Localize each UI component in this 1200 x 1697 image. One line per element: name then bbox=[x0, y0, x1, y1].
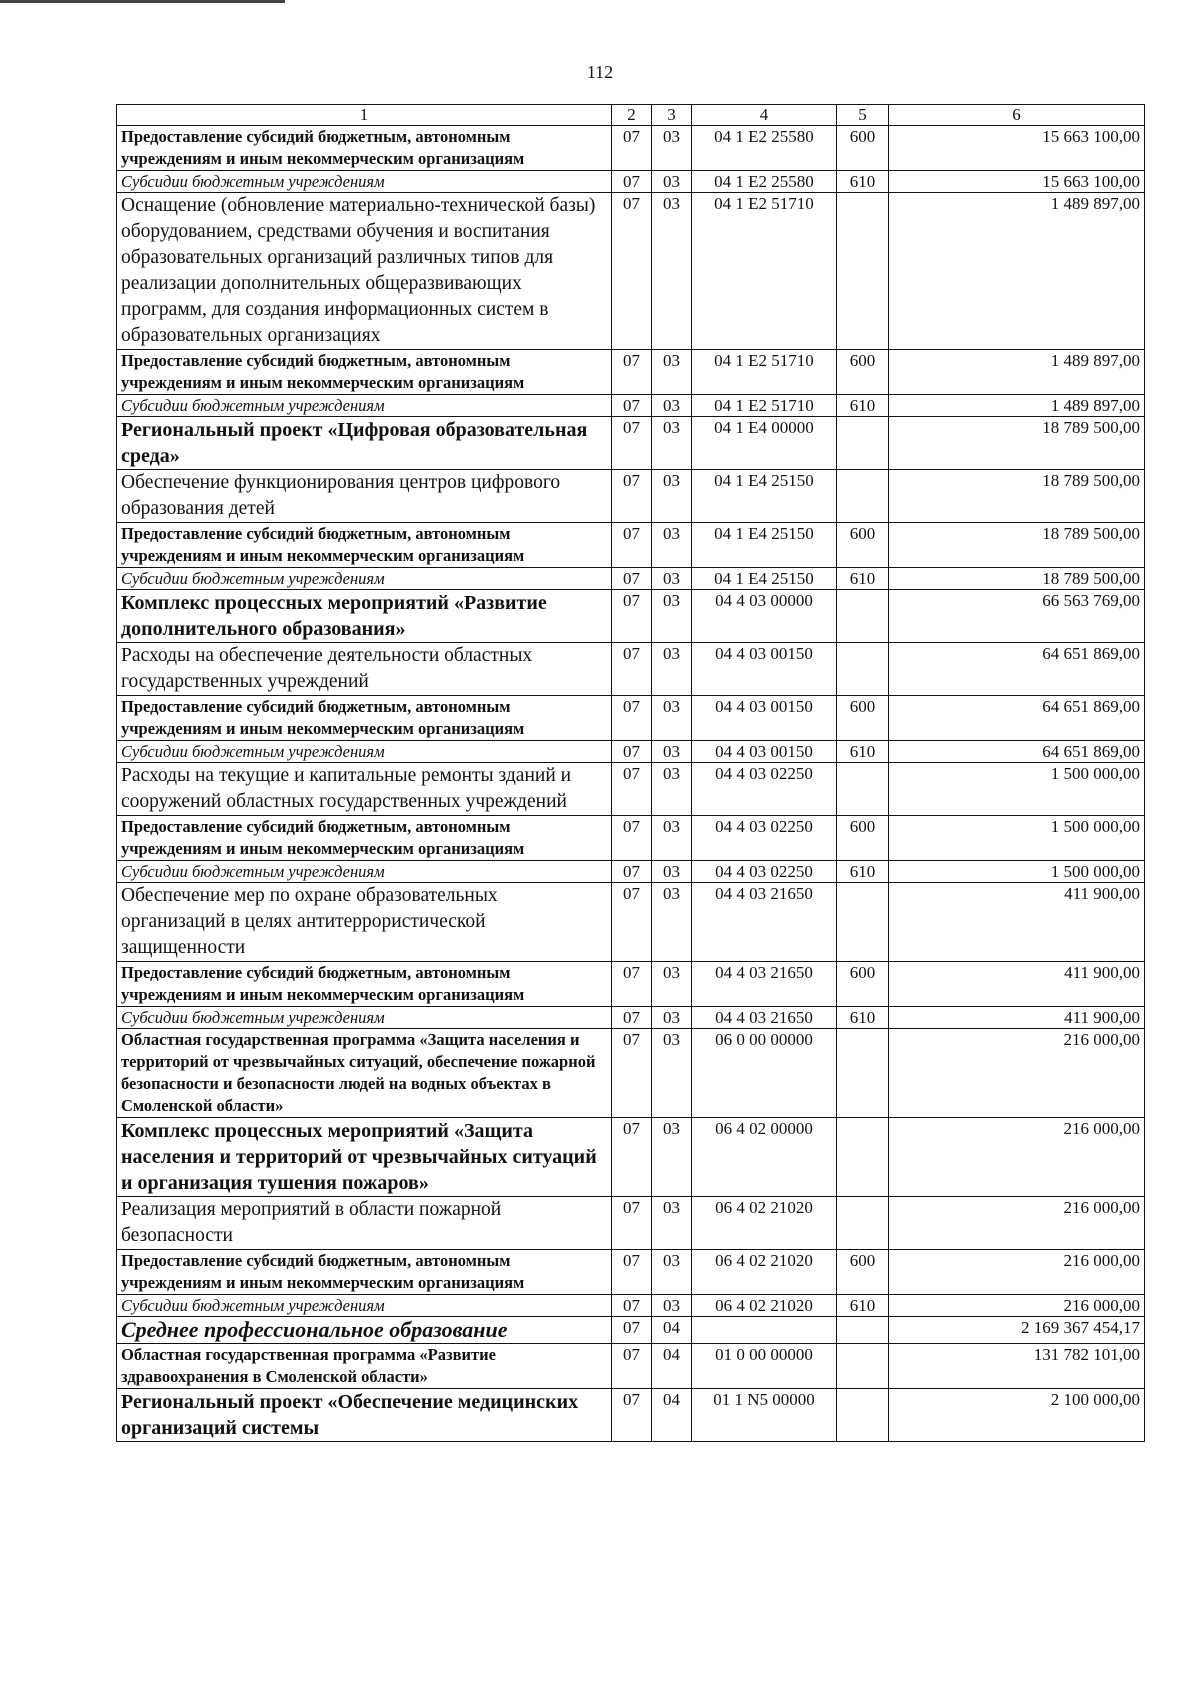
row-target-article-cell: 04 1 E4 25150 bbox=[692, 470, 837, 523]
row-subsection-cell: 03 bbox=[652, 523, 692, 568]
row-target-article-cell: 04 4 03 00150 bbox=[692, 643, 837, 696]
row-amount-cell: 18 789 500,00 bbox=[889, 417, 1145, 470]
row-description-cell: Оснащение (обновление материально-технической базы) оборудованием, средствами обучения и воспитания образовательных организаций различных типов для реализации дополнительных общеразвивающих программ, для создания информационных систем в образовательных организациях bbox=[117, 193, 612, 350]
row-section-cell: 07 bbox=[612, 1389, 652, 1442]
row-subsection-cell: 03 bbox=[652, 417, 692, 470]
row-expense-type-cell: 610 bbox=[837, 395, 889, 417]
row-expense-type-cell bbox=[837, 763, 889, 816]
row-expense-type-cell: 610 bbox=[837, 861, 889, 883]
row-amount-cell: 2 169 367 454,17 bbox=[889, 1317, 1145, 1344]
row-section-cell: 07 bbox=[612, 816, 652, 861]
table-row bbox=[117, 395, 1145, 417]
table-row bbox=[117, 193, 1145, 350]
top-border-line bbox=[0, 0, 285, 3]
row-subsection-cell: 03 bbox=[652, 1197, 692, 1250]
table-row bbox=[117, 1007, 1145, 1029]
row-section-cell: 07 bbox=[612, 962, 652, 1007]
table-row bbox=[117, 696, 1145, 741]
row-description-cell: Региональный проект «Цифровая образовательная среда» bbox=[117, 417, 612, 470]
row-section-cell: 07 bbox=[612, 763, 652, 816]
row-amount-cell: 18 789 500,00 bbox=[889, 470, 1145, 523]
row-expense-type-cell: 600 bbox=[837, 126, 889, 171]
row-expense-type-cell bbox=[837, 470, 889, 523]
row-description-cell: Субсидии бюджетным учреждениям bbox=[117, 1007, 612, 1029]
budget-table-body bbox=[117, 105, 1145, 1442]
row-amount-cell: 64 651 869,00 bbox=[889, 741, 1145, 763]
row-target-article-cell: 06 4 02 21020 bbox=[692, 1197, 837, 1250]
row-section-cell: 07 bbox=[612, 470, 652, 523]
table-row bbox=[117, 568, 1145, 590]
row-section-cell: 07 bbox=[612, 171, 652, 193]
row-subsection-cell: 03 bbox=[652, 470, 692, 523]
row-section-cell: 07 bbox=[612, 590, 652, 643]
row-subsection-cell: 03 bbox=[652, 696, 692, 741]
row-target-article-cell: 04 4 03 00150 bbox=[692, 741, 837, 763]
row-amount-cell: 216 000,00 bbox=[889, 1295, 1145, 1317]
row-amount-cell: 18 789 500,00 bbox=[889, 568, 1145, 590]
header-cell-4: 4 bbox=[692, 105, 837, 126]
row-subsection-cell: 04 bbox=[652, 1344, 692, 1389]
row-amount-cell: 216 000,00 bbox=[889, 1029, 1145, 1118]
row-amount-cell: 216 000,00 bbox=[889, 1197, 1145, 1250]
row-target-article-cell: 06 4 02 21020 bbox=[692, 1295, 837, 1317]
header-cell-3: 3 bbox=[652, 105, 692, 126]
row-target-article-cell: 01 1 N5 00000 bbox=[692, 1389, 837, 1442]
row-expense-type-cell bbox=[837, 1344, 889, 1389]
table-row bbox=[117, 523, 1145, 568]
row-subsection-cell: 03 bbox=[652, 1295, 692, 1317]
row-description-cell: Среднее профессиональное образование bbox=[117, 1317, 612, 1344]
row-description-cell: Предоставление субсидий бюджетным, автономным учреждениям и иным некоммерческим организациям bbox=[117, 350, 612, 395]
row-description-cell: Предоставление субсидий бюджетным, автономным учреждениям и иным некоммерческим организациям bbox=[117, 1250, 612, 1295]
table-row bbox=[117, 861, 1145, 883]
row-expense-type-cell bbox=[837, 1317, 889, 1344]
row-subsection-cell: 04 bbox=[652, 1389, 692, 1442]
row-section-cell: 07 bbox=[612, 1295, 652, 1317]
row-description-cell: Субсидии бюджетным учреждениям bbox=[117, 171, 612, 193]
row-expense-type-cell bbox=[837, 417, 889, 470]
row-target-article-cell: 04 4 03 00150 bbox=[692, 696, 837, 741]
row-subsection-cell: 03 bbox=[652, 395, 692, 417]
table-row bbox=[117, 1118, 1145, 1197]
header-cell-2: 2 bbox=[612, 105, 652, 126]
row-amount-cell: 1 489 897,00 bbox=[889, 193, 1145, 350]
row-target-article-cell: 06 4 02 21020 bbox=[692, 1250, 837, 1295]
row-section-cell: 07 bbox=[612, 883, 652, 962]
budget-table bbox=[116, 104, 1145, 1442]
row-amount-cell: 131 782 101,00 bbox=[889, 1344, 1145, 1389]
table-row bbox=[117, 816, 1145, 861]
row-description-cell: Реализация мероприятий в области пожарной безопасности bbox=[117, 1197, 612, 1250]
row-description-cell: Областная государственная программа «Защита населения и территорий от чрезвычайных ситуаций, обеспечение пожарной безопасности и безопасности людей на водных объектах в Смоленской области» bbox=[117, 1029, 612, 1118]
row-amount-cell: 66 563 769,00 bbox=[889, 590, 1145, 643]
row-target-article-cell: 04 1 E2 25580 bbox=[692, 171, 837, 193]
row-target-article-cell: 04 4 03 00000 bbox=[692, 590, 837, 643]
row-amount-cell: 64 651 869,00 bbox=[889, 696, 1145, 741]
row-target-article-cell: 04 4 03 02250 bbox=[692, 763, 837, 816]
row-amount-cell: 1 500 000,00 bbox=[889, 816, 1145, 861]
table-row bbox=[117, 883, 1145, 962]
row-description-cell: Предоставление субсидий бюджетным, автономным учреждениям и иным некоммерческим организациям bbox=[117, 816, 612, 861]
row-subsection-cell: 03 bbox=[652, 1250, 692, 1295]
row-expense-type-cell bbox=[837, 1197, 889, 1250]
row-target-article-cell: 04 1 E2 51710 bbox=[692, 350, 837, 395]
row-description-cell: Субсидии бюджетным учреждениям bbox=[117, 1295, 612, 1317]
row-expense-type-cell bbox=[837, 1029, 889, 1118]
row-section-cell: 07 bbox=[612, 861, 652, 883]
row-amount-cell: 411 900,00 bbox=[889, 883, 1145, 962]
row-description-cell: Региональный проект «Обеспечение медицинских организаций системы bbox=[117, 1389, 612, 1442]
row-target-article-cell: 04 1 E4 00000 bbox=[692, 417, 837, 470]
row-amount-cell: 2 100 000,00 bbox=[889, 1389, 1145, 1442]
row-description-cell: Обеспечение функционирования центров цифрового образования детей bbox=[117, 470, 612, 523]
row-amount-cell: 18 789 500,00 bbox=[889, 523, 1145, 568]
row-section-cell: 07 bbox=[612, 568, 652, 590]
row-description-cell: Предоставление субсидий бюджетным, автономным учреждениям и иным некоммерческим организациям bbox=[117, 962, 612, 1007]
row-subsection-cell: 03 bbox=[652, 1007, 692, 1029]
row-description-cell: Областная государственная программа «Развитие здравоохранения в Смоленской области» bbox=[117, 1344, 612, 1389]
row-amount-cell: 1 489 897,00 bbox=[889, 395, 1145, 417]
row-section-cell: 07 bbox=[612, 126, 652, 171]
row-target-article-cell: 06 4 02 00000 bbox=[692, 1118, 837, 1197]
table-row bbox=[117, 741, 1145, 763]
row-description-cell: Предоставление субсидий бюджетным, автономным учреждениям и иным некоммерческим организациям bbox=[117, 523, 612, 568]
header-row bbox=[117, 105, 1145, 126]
row-expense-type-cell: 600 bbox=[837, 1250, 889, 1295]
row-target-article-cell: 04 4 03 02250 bbox=[692, 861, 837, 883]
table-row bbox=[117, 350, 1145, 395]
row-expense-type-cell: 610 bbox=[837, 741, 889, 763]
row-section-cell: 07 bbox=[612, 643, 652, 696]
header-cell-5: 5 bbox=[837, 105, 889, 126]
row-amount-cell: 411 900,00 bbox=[889, 1007, 1145, 1029]
row-target-article-cell: 04 1 E4 25150 bbox=[692, 568, 837, 590]
row-description-cell: Субсидии бюджетным учреждениям bbox=[117, 741, 612, 763]
row-subsection-cell: 03 bbox=[652, 741, 692, 763]
table-row bbox=[117, 1317, 1145, 1344]
row-expense-type-cell: 600 bbox=[837, 816, 889, 861]
row-description-cell: Предоставление субсидий бюджетным, автономным учреждениям и иным некоммерческим организациям bbox=[117, 696, 612, 741]
row-expense-type-cell bbox=[837, 643, 889, 696]
table-row bbox=[117, 1029, 1145, 1118]
row-section-cell: 07 bbox=[612, 1118, 652, 1197]
page-number: 112 bbox=[586, 62, 614, 82]
row-expense-type-cell: 610 bbox=[837, 568, 889, 590]
row-subsection-cell: 03 bbox=[652, 1029, 692, 1118]
row-section-cell: 07 bbox=[612, 193, 652, 350]
table-row bbox=[117, 1344, 1145, 1389]
row-section-cell: 07 bbox=[612, 1344, 652, 1389]
row-target-article-cell bbox=[692, 1317, 837, 1344]
row-expense-type-cell: 610 bbox=[837, 1007, 889, 1029]
row-target-article-cell: 04 4 03 21650 bbox=[692, 883, 837, 962]
row-expense-type-cell: 600 bbox=[837, 350, 889, 395]
header-cell-1: 1 bbox=[117, 105, 612, 126]
row-expense-type-cell: 600 bbox=[837, 962, 889, 1007]
table-row bbox=[117, 1389, 1145, 1442]
row-target-article-cell: 04 4 03 21650 bbox=[692, 962, 837, 1007]
row-expense-type-cell: 600 bbox=[837, 696, 889, 741]
row-target-article-cell: 04 1 E2 51710 bbox=[692, 193, 837, 350]
row-section-cell: 07 bbox=[612, 417, 652, 470]
row-subsection-cell: 03 bbox=[652, 171, 692, 193]
row-amount-cell: 15 663 100,00 bbox=[889, 171, 1145, 193]
row-description-cell: Комплекс процессных мероприятий «Развитие дополнительного образования» bbox=[117, 590, 612, 643]
row-subsection-cell: 03 bbox=[652, 350, 692, 395]
row-expense-type-cell bbox=[837, 193, 889, 350]
table-row bbox=[117, 763, 1145, 816]
row-subsection-cell: 03 bbox=[652, 883, 692, 962]
row-section-cell: 07 bbox=[612, 1317, 652, 1344]
row-section-cell: 07 bbox=[612, 1007, 652, 1029]
row-amount-cell: 1 500 000,00 bbox=[889, 763, 1145, 816]
row-expense-type-cell: 610 bbox=[837, 1295, 889, 1317]
row-target-article-cell: 04 4 03 02250 bbox=[692, 816, 837, 861]
table-row bbox=[117, 171, 1145, 193]
row-amount-cell: 411 900,00 bbox=[889, 962, 1145, 1007]
table-row bbox=[117, 1295, 1145, 1317]
row-target-article-cell: 04 1 E2 25580 bbox=[692, 126, 837, 171]
row-target-article-cell: 04 1 E2 51710 bbox=[692, 395, 837, 417]
row-expense-type-cell bbox=[837, 1389, 889, 1442]
row-section-cell: 07 bbox=[612, 523, 652, 568]
table-row bbox=[117, 126, 1145, 171]
row-expense-type-cell bbox=[837, 590, 889, 643]
row-subsection-cell: 03 bbox=[652, 1118, 692, 1197]
table-row bbox=[117, 417, 1145, 470]
row-subsection-cell: 03 bbox=[652, 763, 692, 816]
table-row bbox=[117, 590, 1145, 643]
row-amount-cell: 1 489 897,00 bbox=[889, 350, 1145, 395]
row-amount-cell: 216 000,00 bbox=[889, 1118, 1145, 1197]
row-description-cell: Субсидии бюджетным учреждениям bbox=[117, 395, 612, 417]
row-expense-type-cell bbox=[837, 883, 889, 962]
table-row bbox=[117, 1250, 1145, 1295]
row-section-cell: 07 bbox=[612, 395, 652, 417]
header-cell-6: 6 bbox=[889, 105, 1145, 126]
row-amount-cell: 64 651 869,00 bbox=[889, 643, 1145, 696]
row-section-cell: 07 bbox=[612, 1250, 652, 1295]
row-description-cell: Обеспечение мер по охране образовательных организаций в целях антитеррористической защищенности bbox=[117, 883, 612, 962]
row-amount-cell: 15 663 100,00 bbox=[889, 126, 1145, 171]
row-description-cell: Субсидии бюджетным учреждениям bbox=[117, 861, 612, 883]
row-section-cell: 07 bbox=[612, 1029, 652, 1118]
row-description-cell: Предоставление субсидий бюджетным, автономным учреждениям и иным некоммерческим организациям bbox=[117, 126, 612, 171]
row-subsection-cell: 03 bbox=[652, 590, 692, 643]
row-target-article-cell: 04 1 E4 25150 bbox=[692, 523, 837, 568]
row-section-cell: 07 bbox=[612, 1197, 652, 1250]
row-section-cell: 07 bbox=[612, 350, 652, 395]
row-subsection-cell: 03 bbox=[652, 126, 692, 171]
row-target-article-cell: 04 4 03 21650 bbox=[692, 1007, 837, 1029]
table-row bbox=[117, 470, 1145, 523]
row-subsection-cell: 03 bbox=[652, 643, 692, 696]
row-subsection-cell: 03 bbox=[652, 568, 692, 590]
row-subsection-cell: 04 bbox=[652, 1317, 692, 1344]
row-amount-cell: 1 500 000,00 bbox=[889, 861, 1145, 883]
table-row bbox=[117, 962, 1145, 1007]
row-description-cell: Субсидии бюджетным учреждениям bbox=[117, 568, 612, 590]
row-subsection-cell: 03 bbox=[652, 962, 692, 1007]
row-expense-type-cell: 600 bbox=[837, 523, 889, 568]
row-subsection-cell: 03 bbox=[652, 861, 692, 883]
table-row bbox=[117, 643, 1145, 696]
row-description-cell: Расходы на обеспечение деятельности областных государственных учреждений bbox=[117, 643, 612, 696]
row-subsection-cell: 03 bbox=[652, 193, 692, 350]
row-expense-type-cell bbox=[837, 1118, 889, 1197]
row-amount-cell: 216 000,00 bbox=[889, 1250, 1145, 1295]
row-subsection-cell: 03 bbox=[652, 816, 692, 861]
row-target-article-cell: 01 0 00 00000 bbox=[692, 1344, 837, 1389]
row-section-cell: 07 bbox=[612, 741, 652, 763]
row-section-cell: 07 bbox=[612, 696, 652, 741]
row-description-cell: Расходы на текущие и капитальные ремонты зданий и сооружений областных государственных учреждений bbox=[117, 763, 612, 816]
row-target-article-cell: 06 0 00 00000 bbox=[692, 1029, 837, 1118]
row-expense-type-cell: 610 bbox=[837, 171, 889, 193]
table-row bbox=[117, 1197, 1145, 1250]
row-description-cell: Комплекс процессных мероприятий «Защита населения и территорий от чрезвычайных ситуаций и организация тушения пожаров» bbox=[117, 1118, 612, 1197]
